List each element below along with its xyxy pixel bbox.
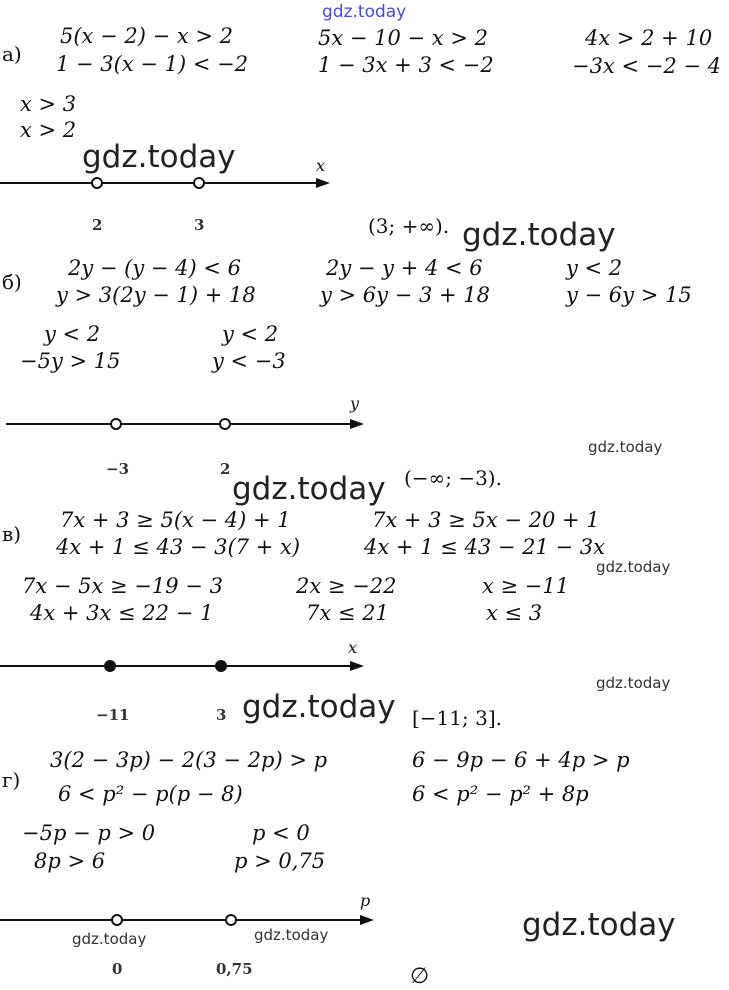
part-v-label: в)	[2, 522, 22, 546]
part-a-step2-line-2: −3x < −2 − 4	[572, 54, 722, 78]
part-b-label: б)	[2, 270, 22, 294]
part-a-step3-line-2: x > 2	[20, 118, 77, 142]
part-v-step4-line-2: x ≤ 3	[486, 601, 543, 625]
watermark: gdz.today	[242, 689, 396, 725]
part-b-tick-1: −3	[106, 460, 130, 478]
open-point-2	[220, 419, 230, 429]
part-v-system-line-1: 7x + 3 ≥ 5(x − 4) + 1	[60, 508, 291, 532]
part-v-step2-line-2: 4x + 3x ≤ 22 − 1	[30, 601, 214, 625]
part-g-step2-line-2: 8p > 6	[34, 849, 106, 873]
part-g-system-line-1: 3(2 − 3p) − 2(3 − 2p) > p	[50, 748, 328, 772]
part-a-step1-line-2: 1 − 3x + 3 < −2	[318, 53, 494, 77]
open-point-0	[112, 915, 122, 925]
part-g-step1-line-2: 6 < p² − p² + 8p	[412, 782, 589, 806]
part-v-answer: [−11; 3].	[412, 706, 502, 730]
axis-arrow	[316, 178, 330, 188]
part-v-axis-var: x	[348, 638, 358, 657]
part-a-answer: (3; +∞).	[368, 214, 450, 238]
part-g-step3-line-2: p > 0,75	[234, 849, 326, 873]
part-a-tick-1: 2	[92, 216, 103, 234]
part-b-step3-line-1: y < 2	[44, 322, 101, 346]
watermark: gdz.today	[232, 471, 386, 507]
watermark: gdz.today	[522, 907, 676, 943]
part-g-empty-set-answer: ∅	[410, 964, 430, 989]
watermark: gdz.today	[596, 558, 671, 576]
part-g-label: г)	[2, 768, 21, 792]
part-v-step1-line-1: 7x + 3 ≥ 5x − 20 + 1	[372, 508, 600, 532]
part-v-system-line-2: 4x + 1 ≤ 43 − 3(7 + x)	[56, 535, 301, 559]
part-v-step4-line-1: x ≥ −11	[482, 574, 570, 598]
part-b-system-line-1: 2y − (y − 4) < 6	[68, 256, 242, 280]
watermark: gdz.today	[596, 674, 671, 692]
part-a-system-line-2: 1 − 3(x − 1) < −2	[56, 52, 249, 76]
part-a-tick-2: 3	[194, 216, 205, 234]
part-g-step1-line-1: 6 − 9p − 6 + 4p > p	[412, 748, 630, 772]
part-a-step2-line-1: 4x > 2 + 10	[585, 26, 713, 50]
part-v-tick-2: 3	[216, 706, 227, 724]
open-point-3	[194, 178, 204, 188]
part-v-number-line	[0, 644, 380, 684]
watermark-top: gdz.today	[322, 2, 407, 22]
open-point-minus-3	[111, 419, 121, 429]
part-v-step1-line-2: 4x + 1 ≤ 43 − 21 − 3x	[364, 535, 605, 559]
watermark: gdz.today	[462, 217, 616, 253]
axis-arrow	[350, 661, 364, 671]
watermark: gdz.today	[254, 926, 329, 944]
part-b-tick-2: 2	[220, 460, 231, 478]
part-g-tick-1: 0	[112, 960, 123, 978]
part-b-number-line	[0, 402, 380, 442]
part-g-axis-var: p	[360, 891, 371, 910]
part-b-step4-line-2: y < −3	[212, 349, 286, 373]
part-a-axis-var: x	[316, 156, 326, 175]
part-v-step3-line-1: 2x ≥ −22	[296, 574, 397, 598]
part-g-number-line	[0, 898, 390, 938]
open-point-0-75	[226, 915, 236, 925]
watermark: gdz.today	[82, 139, 236, 175]
part-b-step1-line-2: y > 6y − 3 + 18	[320, 283, 491, 307]
part-g-system-line-2: 6 < p² − p(p − 8)	[58, 782, 243, 806]
axis-arrow	[360, 915, 374, 925]
open-point-2	[92, 178, 102, 188]
part-a-label: а)	[2, 42, 22, 66]
part-a-system-line-1: 5(x − 2) − x > 2	[60, 24, 233, 48]
watermark: gdz.today	[72, 930, 147, 948]
part-b-system-line-2: y > 3(2y − 1) + 18	[56, 283, 256, 307]
part-v-step3-line-2: 7x ≤ 21	[306, 601, 389, 625]
part-b-axis-var: y	[350, 394, 360, 413]
watermark: gdz.today	[588, 438, 663, 456]
part-b-answer: (−∞; −3).	[404, 466, 502, 490]
part-v-step2-line-1: 7x − 5x ≥ −19 − 3	[22, 574, 223, 598]
part-b-step2-line-1: y < 2	[566, 256, 623, 280]
closed-point-3	[215, 660, 227, 672]
part-b-step2-line-2: y − 6y > 15	[566, 283, 692, 307]
part-a-step1-line-1: 5x − 10 − x > 2	[318, 26, 488, 50]
part-v-tick-1: −11	[96, 706, 130, 724]
part-b-step3-line-2: −5y > 15	[20, 349, 121, 373]
part-g-step2-line-1: −5p − p > 0	[22, 821, 156, 845]
part-b-step1-line-1: 2y − y + 4 < 6	[326, 256, 483, 280]
part-a-step3-line-1: x > 3	[20, 92, 77, 116]
part-b-step4-line-1: y < 2	[222, 322, 279, 346]
part-g-step3-line-1: p < 0	[252, 821, 310, 845]
part-g-tick-2: 0,75	[216, 960, 253, 978]
closed-point-minus-11	[104, 660, 116, 672]
axis-arrow	[350, 419, 364, 429]
